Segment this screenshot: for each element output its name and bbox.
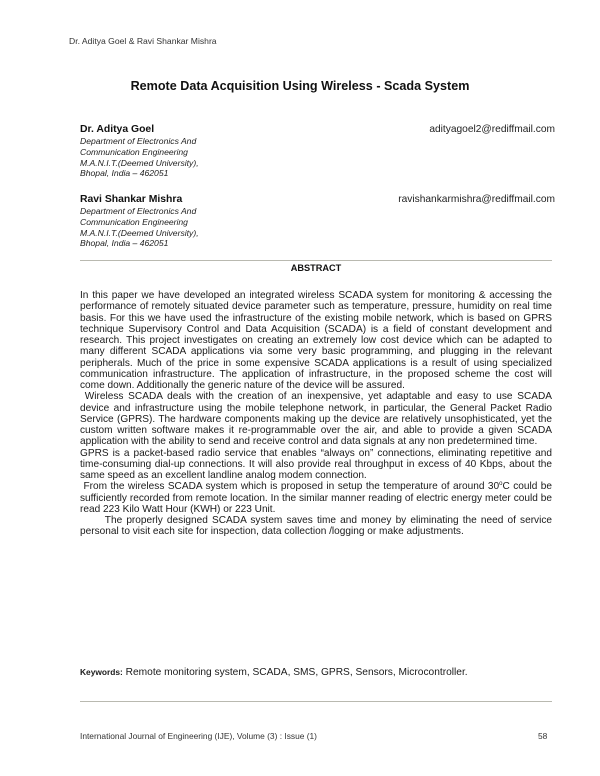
paper-title: Remote Data Acquisition Using Wireless - Scada System (130, 79, 470, 93)
keywords-label: Keywords: (80, 667, 123, 677)
affiliation-line: M.A.N.I.T.(Deemed University), (80, 157, 199, 168)
affiliation-line: Communication Engineering (80, 146, 188, 157)
affiliation-line: Bhopal, India – 462051 (80, 238, 169, 249)
temp-text-before: From the wireless SCADA system which is proposed in setup the temperature of around 30 (80, 481, 500, 493)
abstract-paragraph: In this paper we have developed an integrated wireless SCADA system for monitoring & accessing the performance of remotely situated device parameter such as temperature, pressure, humidity on real time basis. For this we have used the infrastructure of the existing mobile network, which is based on GPRS technique Supervisory Control and Data Acquisition (SCADA) is a field of constant development and research. This project investigates on creating an extremely low cost device which can be adapted to many different SCADA applications via some very basic programming, and plugging in the relevant peripherals. Much of the price in some expensive SCADA applications is a result of using specialized communication infrastructure. The application of infrastructure, in the proposed scheme the cost will come down. Additionally the generic nature of the device will be assured. (80, 290, 552, 391)
author-block-1 (80, 123, 555, 179)
author-email[interactable]: adityagoel2@rediffmail.com (429, 124, 555, 135)
divider-bottom (80, 701, 552, 702)
degree-superscript: o (499, 481, 503, 488)
author-name: Ravi Shankar Mishra (80, 194, 183, 205)
page-number: 58 (538, 731, 548, 741)
affiliation-line: Bhopal, India – 462051 (80, 168, 169, 179)
temp-text-after: C could be sufficiently recorded from remote location. In the similar manner reading of electric energy meter could be read 223 Kilo Watt Hour (KWH) or 223 Unit. (80, 481, 555, 515)
author-block-2 (80, 193, 555, 249)
affiliation-line: M.A.N.I.T.(Deemed University), (80, 227, 199, 238)
keywords-text: Remote monitoring system, SCADA, SMS, GPRS, Sensors, Microcontroller. (122, 667, 468, 678)
abstract-paragraph: Wireless SCADA deals with the creation of an inexpensive, yet adaptable and easy to use SCADA device and infrastructure using the mobile telephone network, in particular, the General Packet Radio Service (GPRS). The hardware components making up the device are relatively unsophisticated, yet the custom written software makes it re-programmable over the air, and able to provide a given SCADA application with the ability to send and receive control and data signals at any non predetermined time. (80, 391, 555, 448)
author-email[interactable]: ravishankarmishra@rediffmail.com (398, 194, 555, 205)
abstract-paragraph: GPRS is a packet-based radio service that enables “always on” connections, eliminating repetitive and time-consuming dial-up connections. It will also provide real throughput in excess of 40 Kbps, about the same speed as an excellent landline analog modem connection. (80, 447, 552, 481)
abstract-body (80, 290, 555, 538)
affiliation-line: Department of Electronics And (80, 136, 197, 146)
keywords (80, 667, 468, 678)
abstract-paragraph-temperature (80, 481, 555, 515)
abstract-heading: ABSTRACT (290, 263, 342, 273)
running-head: Dr. Aditya Goel & Ravi Shankar Mishra (69, 36, 217, 46)
divider-top (80, 260, 552, 261)
author-name: Dr. Aditya Goel (80, 124, 155, 135)
footer-journal: International Journal of Engineering (IJE), Volume (3) : Issue (1) (80, 731, 317, 741)
affiliation-line: Department of Electronics And (80, 206, 197, 216)
abstract-paragraph: The properly designed SCADA system saves time and money by eliminating the need of service personal to visit each site for inspection, data collection /logging or make adjustments. (80, 515, 555, 538)
affiliation-line: Communication Engineering (80, 216, 188, 227)
